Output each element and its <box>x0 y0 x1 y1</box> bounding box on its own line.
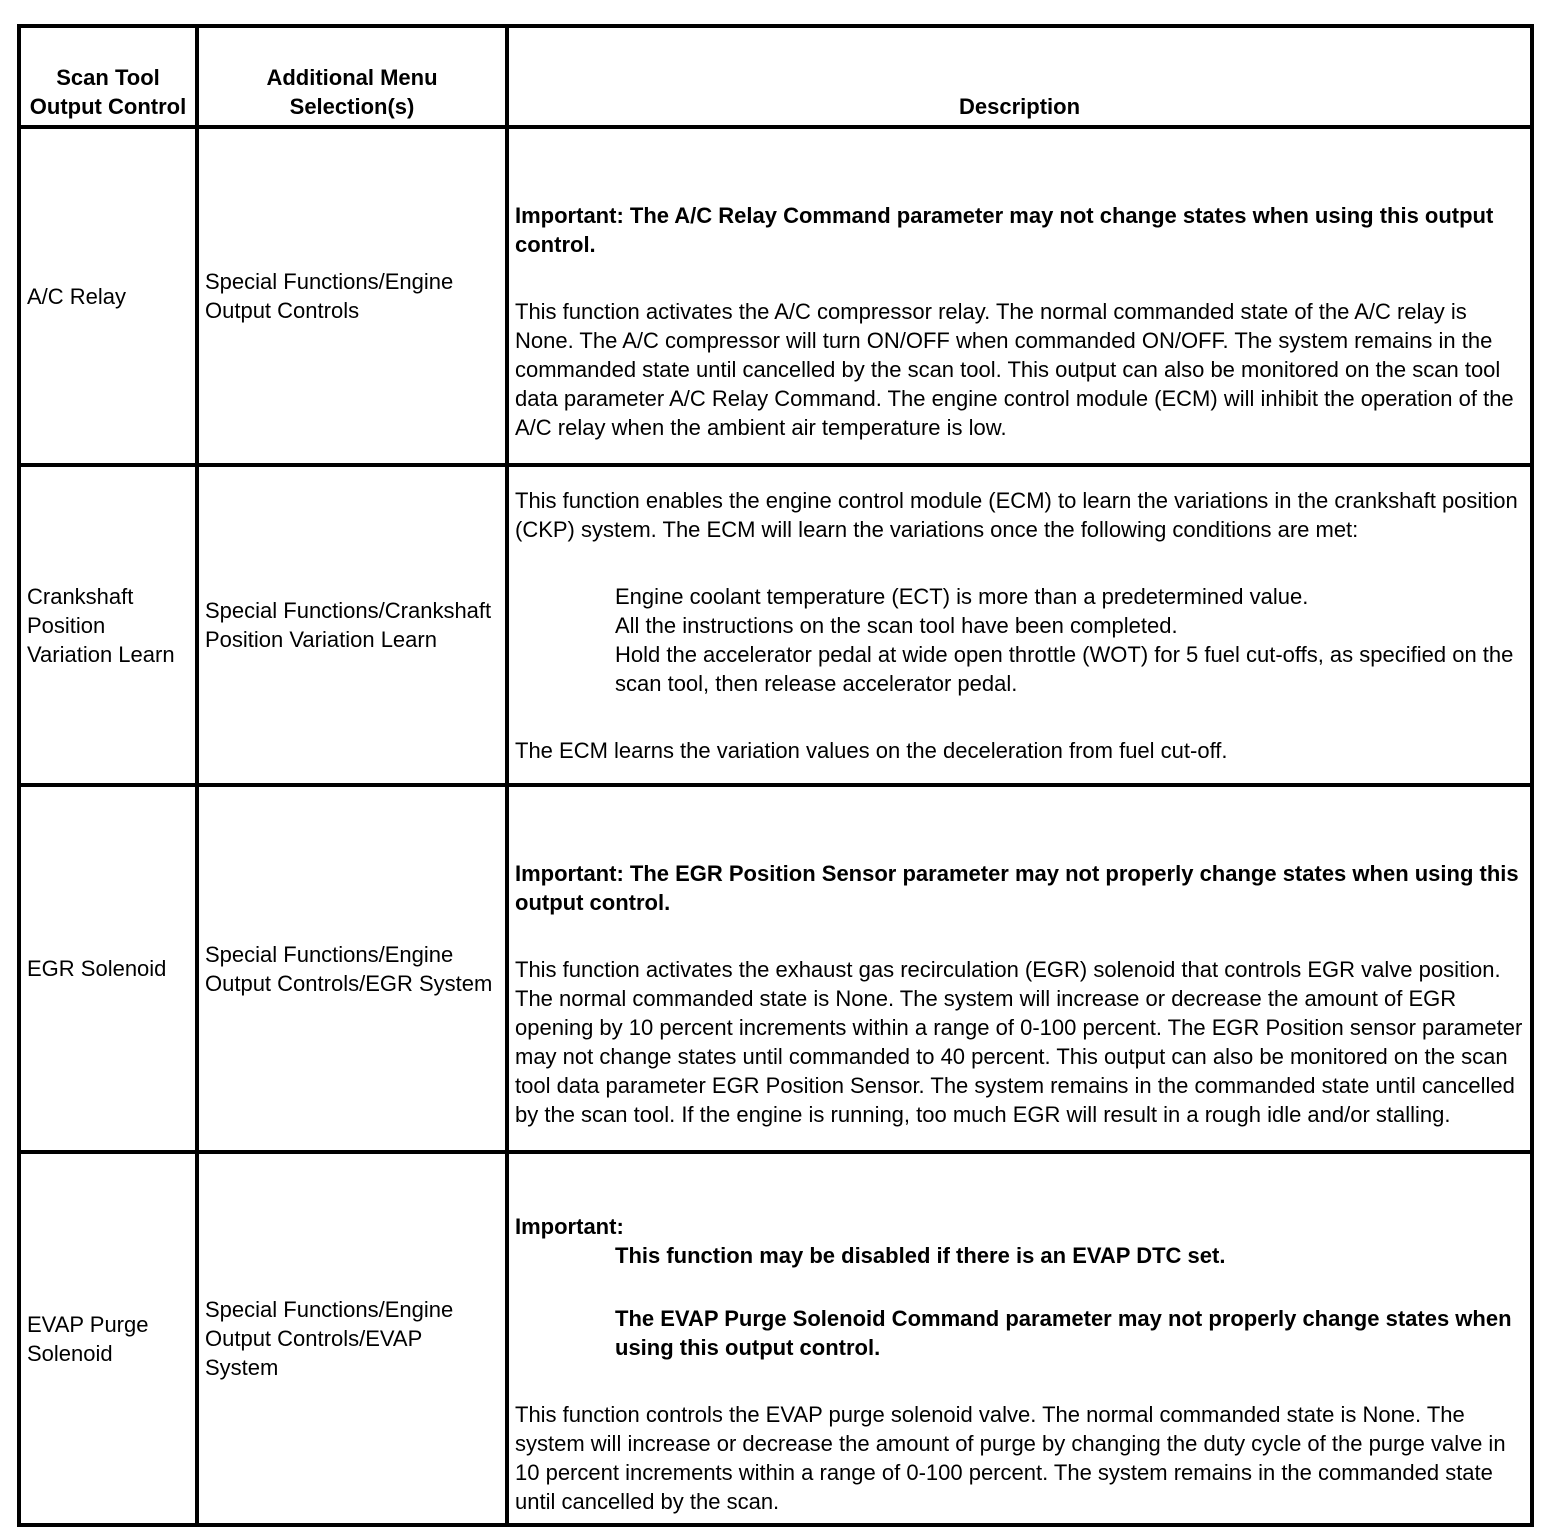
header-menu: Additional Menu Selection(s) <box>197 26 507 127</box>
description-text: This function activates the A/C compressor relay. The normal commanded state of the A/C relay is None. The A/C compressor will turn ON/OFF when commanded ON/OFF. The system remains in the commanded state until cancelled by the scan tool. This output can also be monitored on the scan tool data parameter A/C Relay Command. The engine control module (ECM) will inhibit the operation of the A/C relay when the ambient air temperature is low. <box>515 298 1514 440</box>
menu-cell: Special Functions/Engine Output Controls/EVAP System <box>197 1152 507 1525</box>
description-text: This function controls the EVAP purge solenoid valve. The normal commanded state is None. The system will increase or decrease the amount of purge by changing the duty cycle of the purge valve in 10 percent increments within a range of 0-100 percent. The system remains in the commanded state until cancelled by the scan. <box>515 1401 1506 1514</box>
description-text-2: The ECM learns the variation values on the deceleration from fuel cut-off. <box>515 737 1228 763</box>
table-row <box>19 127 1532 465</box>
description-cell <box>507 127 1532 465</box>
header-row <box>19 26 1532 127</box>
menu-cell: Special Functions/Crankshaft Position Variation Learn <box>197 465 507 785</box>
condition-item: Hold the accelerator pedal at wide open throttle (WOT) for 5 fuel cut-offs, as specified on the scan tool, then release accelerator pedal. <box>615 641 1514 696</box>
important-item: This function may be disabled if there is an EVAP DTC set. <box>615 1242 1226 1268</box>
header-description: Description <box>507 26 1532 127</box>
description-text: This function activates the exhaust gas recirculation (EGR) solenoid that controls EGR valve position. The normal commanded state is None. The system will increase or decrease the amount of EGR opening by 10 percent increments within a range of 0-100 percent. The EGR Position sensor parameter may not change states until commanded to 40 percent. This output can also be monitored on the scan tool data parameter EGR Position Sensor. The system remains in the commanded state until cancelled by the scan tool. If the engine is running, too much EGR will result in a rough idle and/or stalling. <box>515 956 1523 1127</box>
important-note: Important: The EGR Position Sensor parameter may not properly change states when using this output control. <box>515 860 1519 915</box>
control-cell: EGR Solenoid <box>19 785 197 1152</box>
header-control: Scan Tool Output Control <box>19 26 197 127</box>
table-row <box>19 785 1532 1152</box>
condition-item: All the instructions on the scan tool have been completed. <box>615 612 1178 638</box>
menu-cell: Special Functions/Engine Output Controls <box>197 127 507 465</box>
description-cell <box>507 465 1532 785</box>
description-text: This function enables the engine control module (ECM) to learn the variations in the crankshaft position (CKP) system. The ECM will learn the variations once the following conditions are met: <box>515 487 1518 542</box>
control-cell: EVAP Purge Solenoid <box>19 1152 197 1525</box>
condition-item: Engine coolant temperature (ECT) is more than a predetermined value. <box>615 583 1309 609</box>
description-cell <box>507 785 1532 1152</box>
description-cell <box>507 1152 1532 1525</box>
table-row <box>19 465 1532 785</box>
important-item: The EVAP Purge Solenoid Command parameter may not properly change states when using this output control. <box>615 1305 1512 1360</box>
output-controls-table <box>17 24 1534 1527</box>
control-cell: A/C Relay <box>19 127 197 465</box>
table-row <box>19 1152 1532 1525</box>
important-note: Important: <box>515 1213 624 1239</box>
menu-cell: Special Functions/Engine Output Controls/EGR System <box>197 785 507 1152</box>
control-cell: Crankshaft Position Variation Learn <box>19 465 197 785</box>
important-note: Important: The A/C Relay Command parameter may not change states when using this output control. <box>515 202 1494 257</box>
